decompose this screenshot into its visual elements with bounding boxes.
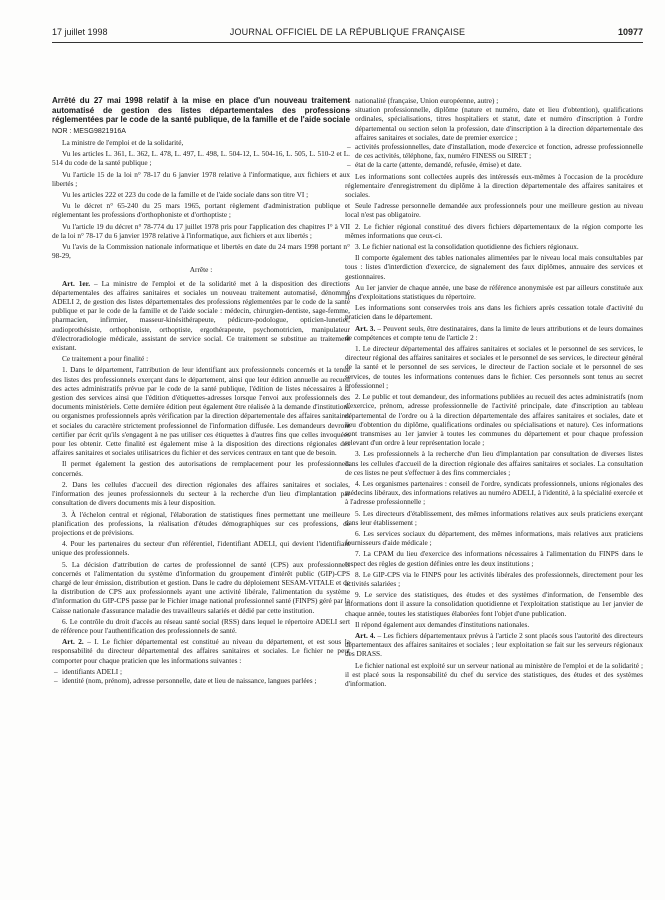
paragraph: Vu l'avis de la Commission nationale informatique et libertés en date du 24 mars 1998 portant n° 98-29, (52, 242, 350, 261)
paragraph: Il permet également la gestion des autorisations de remplacement pour les professionnels concernés. (52, 459, 350, 478)
paragraph: 6. Les services sociaux du département, des mêmes informations, mais relatives aux praticiens fournisseurs d'aide médicale ; (345, 528, 643, 548)
paragraph: 8. Le GIP-CPS via le FINPS pour les activités libérales des professionnels, directement pour les activités salariées ; (345, 569, 643, 588)
list-item: – activités professionnelles, date d'installation, mode d'exercice et fonction, adresse professionnelle de ces activités, téléphone, fax, numéro FINESS ou SIRET ; (345, 142, 643, 160)
paragraph: 1. Le directeur départemental des affaires sanitaires et sociales et le personnel de ses services, le directeur régional des affaires sanitaires et sociales et le personnel de ses services, le directeur général de la santé et le personnel de ses services, le directeur de l'action sociale et le personnel de ses services, de toutes les informations contenues dans le fichier. Ces personnels sont tenus au secret professionnel ; (345, 344, 643, 390)
article-2 (52, 637, 350, 665)
paragraph: 3. Le fichier national est la consolidation quotidienne des fichiers régionaux. (355, 242, 579, 252)
paragraph: 4. Pour les partenaires du secteur d'un référentiel, l'identifiant ADELI, qui devient l'identifiant unique des professionnels. (52, 539, 350, 558)
paragraph: 1. Dans le département, l'attribution de leur identifiant aux professionnels concernés et la tenue des listes des professionnels exerçant dans le département, ainsi que leur édition annuelle au recueil des actes administratifs prévue par le code de la santé publique, l'édition de listes nécessaires à la gestion des services ainsi que l'édition d'étiquettes-adresses lorsque l'envoi aux professionnels des documents ministériels. Cette dernière édition peut également être réalisée à la demande d'institutions ou organismes professionnels après vérification par la direction départementale des affaires sanitaires et sociales du caractère strictement professionnel de l'information diffusée. Les demandeurs devront certifier par écrit qu'ils s'engagent à ne pas utiliser ces étiquettes à d'autres fins que celles invoquées pour les obtenir. Cette finalité est également mise à la disposition des directions régionales des affaires sanitaires et sociales utilisatrices du fichier et des services centraux en tant que de besoin. (52, 365, 350, 458)
list-item: – nationalité (française, Union européenne, autre) ; (345, 96, 643, 105)
list-item: – situation professionnelle, diplôme (nature et numéro, date et lieu d'obtention), qualifications ordinales, spécialisations, titres hospitaliers et statut, date et numéro d'inscription à l'ordre départemental ou section selon la profession, date d'inscription à la direction départementale des affaires sanitaires et sociales, date de premier exercice ; (345, 105, 643, 142)
paragraph: Il comporte également des tables nationales alimentées par le niveau local mais consultables par tous : listes d'interdiction d'exercice, de signalement des faux diplômes, annuaire des services et gestionnaires. (345, 253, 643, 281)
paragraph: 2. Le fichier régional constitué des divers fichiers départementaux de la région comporte les mêmes informations que ceux-ci. (345, 221, 643, 240)
paragraph: Vu l'article 15 de la loi n° 78-17 du 6 janvier 1978 relative à l'informatique, aux fichiers et aux libertés ; (52, 169, 350, 188)
article-text: – Les fichiers départementaux prévus à l'article 2 sont placés sous l'autorité des directeurs départementaux des affaires sanitaires et sociales ; leur exploitation se fait sur les serveurs régionaux des DRASS. (345, 630, 643, 659)
page-number: 10977 (617, 27, 643, 37)
article-text: – La ministre de l'emploi et de la solidarité met à la disposition des directions départementales des affaires sanitaires et sociales un nouveau traitement automatisé, dénommé ADELI 2, de gestion des listes départementales des professions réglementées par le code de la santé publique et par le code de la famille et de l'aide sociale : médecin, chirurgien-dentiste, sage-femme, pharmacien, infirmier, masseur-kinésithérapeute, pédicure-podologue, opticien-lunetier, audioprothésiste, orthophoniste, orthoptiste, ergothérapeute, psychomotricien, manipulateur d'électroradiologie médicale, assistant de service social. Ce traitement se substitue au traitement existant. (52, 278, 350, 353)
page-header (52, 27, 643, 41)
left-column (52, 96, 350, 886)
info-list (345, 96, 643, 170)
article-1 (52, 279, 350, 353)
article-text: – I. Le fichier départemental est constitué au niveau du département, et est sous la responsabilité du directeur départemental des affaires sanitaires et sociales. Le fichier ne peut comporter pour chaque praticien que les informations suivantes : (52, 637, 350, 665)
article-text: – Peuvent seuls, être destinataires, dans la limite de leurs attributions et de leurs domaines de compétences et compte tenu de l'article 2 : (345, 323, 643, 342)
paragraph: Les informations sont conservées trois ans dans les fichiers après cessation totale d'activité du praticien dans le département. (345, 303, 643, 322)
paragraph: 5. La décision d'attribution de cartes de professionnel de santé (CPS) aux professionnels concernés et l'alimentation du système d'information du groupement d'intérêt public (GIP)-CPS chargé de leur émission, distribution et gestion. Dans le cadre du déploiement SESAM-VITALE et de la distribution de CPS aux professionnels ayant une activité libérale, l'alimentation du système d'information du GIP-CPS passe par le Fichier image national professionnel santé (FINPS) géré par la Caisse nationale d'assurance maladie des travailleurs salariés et dédié par cette institution. (52, 559, 350, 615)
paragraph: Au 1er janvier de chaque année, une base de référence anonymisée est par ailleurs constituée aux fins d'exploitations statistiques du répertoire. (345, 282, 643, 302)
article-label: Art. 2. (62, 637, 84, 647)
paragraph: Vu l'article 19 du décret n° 78-774 du 17 juillet 1978 pris pour l'application des chapitres I° à VII de la loi n° 78-17 du 6 janvier 1978 relative à l'informatique, aux fichiers et aux libertés ; (52, 221, 350, 240)
paragraph: Les informations sont collectées auprès des intéressés eux-mêmes à l'occasion de la procédure réglementaire d'enregistrement du diplôme à la direction départementale des affaires sanitaires et sociales. (345, 171, 643, 200)
paragraph: Vu les articles 222 et 223 du code de la famille et de l'aide sociale dans son titre VI ; (62, 190, 309, 199)
decree-title: Arrêté du 27 mai 1998 relatif à la mise en place d'un nouveau traitement automatisé de gestion des listes départementales des professions réglementées par le code de la santé publique, de la famille et de l'aide sociale (52, 96, 350, 125)
list-item: – identifiants ADELI ; (52, 667, 350, 676)
article-label: Art. 3. (355, 323, 376, 333)
article-3 (345, 324, 643, 342)
paragraph: 5. Les directeurs d'établissement, des mêmes informations relatives aux seuls praticiens exerçant dans leur établissement ; (345, 508, 643, 527)
paragraph: Il répond également aux demandes d'institutions nationales. (355, 619, 530, 629)
header-rule (52, 42, 643, 43)
paragraph: 7. La CPAM du lieu d'exercice des informations nécessaires à l'alimentation du FINPS dans le respect des règles de gestion définies entre les deux institutions ; (345, 549, 643, 568)
article-4 (345, 631, 643, 659)
paragraph: 3. À l'échelon central et régional, l'élaboration de statistiques fines permettant une meilleure planification des professions, la réalisation d'études démographiques sur ces professions, de projections et de prévisions. (52, 509, 350, 537)
paragraph: 2. Le public et tout demandeur, des informations publiées au recueil des actes administratifs (nom d'exercice, prénom, adresse professionnelle de l'activité principale, date d'inscription au tableau départemental de l'ordre ou à la direction départementale des affaires sanitaires et sociales, date et lieu d'obtention du diplôme, qualifications ordinales ou spécialisations et nature). Ces informations sont transmises au 1er janvier à toutes les communes du département et pour chaque profession relevant d'un ordre à leur représentation locale ; (345, 392, 643, 448)
paragraph: 2. Dans les cellules d'accueil des direction régionales des affaires sanitaires et sociales, l'information des jeunes professionnels du secteur à la recherche d'un lieu d'implantation par consultation de divers documents mis à leur disposition. (52, 479, 350, 508)
paragraph: Ce traitement a pour finalité : (62, 354, 149, 364)
article-label: Art. 4. (355, 630, 376, 640)
paragraph: Vu les articles L. 361, L. 362, L. 478, L. 497, L. 498, L. 504-12, L. 504-16, L. 505, L. 510-2 et L. 514 du code de la santé publique ; (52, 149, 350, 168)
paragraph: 3. Les professionnels à la recherche d'un lieu d'implantation par consultation de diverses listes dans les cellules d'accueil de la direction régionale des affaires sanitaires et sociales. La consultation de ces listes ne peut s'effectuer à des fins commerciales ; (345, 449, 643, 477)
article-label: Art. 1er. (62, 278, 91, 288)
journal-title: JOURNAL OFFICIEL DE LA RÉPUBLIQUE FRANÇAISE (229, 27, 466, 37)
info-list (52, 667, 350, 685)
paragraph: 4. Les organismes partenaires : conseil de l'ordre, syndicats professionnels, unions régionales des médecins libéraux, des informations relatives au numéro ADELI, à l'identité, à la spécialité exercée et à l'adresse professionnelle ; (345, 478, 643, 507)
arrete-heading: Arrête : (189, 265, 213, 275)
paragraph: 6. Le contrôle du droit d'accès au réseau santé social (RSS) dans lequel le répertoire ADELI sert de référence pour l'authentification des professionnels de santé. (52, 616, 350, 635)
paragraph: Seule l'adresse personnelle demandée aux professionnels pour une meilleure gestion au niveau local n'est pas obligatoire. (345, 201, 643, 220)
list-item: – état de la carte (attente, demandé, refusée, émise) et date. (345, 160, 643, 169)
list-item: – identité (nom, prénom), adresse personnelle, date et lieu de naissance, langues parlées ; (52, 676, 350, 685)
nor-reference: NOR : MESG9821916A (52, 127, 126, 135)
paragraph: Le fichier national est exploité sur un serveur national au ministère de l'emploi et de la solidarité ; il est placé sous la responsabilité du chef du service des statistiques, des études et des systèmes d'information. (345, 660, 643, 688)
header-date: 17 juillet 1998 (52, 27, 108, 37)
paragraph: Vu le décret n° 65-240 du 25 mars 1965, portant règlement d'administration publique et réglementant les professions d'orthophoniste et d'orthoptiste ; (52, 201, 350, 220)
paragraph: 9. Le service des statistiques, des études et des systèmes d'information, de l'ensemble des informations dont il assure la consolidation quotidienne et l'exploitation statistique au 1er janvier de chaque année, toutes les statistiques élaborées font l'objet d'une publication. (345, 590, 643, 618)
paragraph: La ministre de l'emploi et de la solidarité, (62, 137, 184, 147)
right-column (345, 96, 643, 886)
